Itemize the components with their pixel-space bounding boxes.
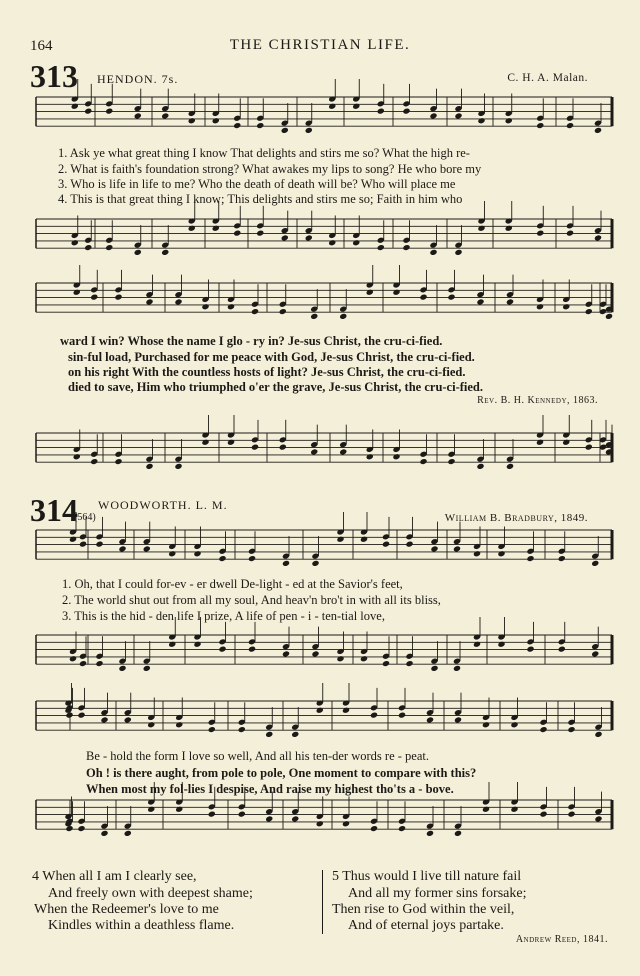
note-head bbox=[370, 825, 378, 832]
note-head bbox=[605, 313, 613, 320]
note-head bbox=[174, 463, 182, 470]
note-head bbox=[265, 815, 273, 822]
note-head bbox=[454, 112, 462, 119]
note-head bbox=[342, 707, 350, 714]
note-head bbox=[134, 249, 142, 256]
note-head bbox=[585, 308, 593, 315]
note-head bbox=[429, 249, 437, 256]
note-head bbox=[562, 303, 570, 310]
note-head bbox=[77, 712, 85, 719]
note-head bbox=[377, 108, 385, 115]
note-head bbox=[279, 308, 287, 315]
note-head bbox=[251, 308, 259, 315]
hymn-314-number: 314 bbox=[30, 492, 78, 528]
note-head bbox=[79, 660, 87, 667]
note-head bbox=[233, 122, 241, 129]
lyric-line: Oh ! is there aught, from pole to pole, One moment to compare with this? bbox=[86, 766, 477, 780]
note-head bbox=[476, 463, 484, 470]
note-head bbox=[161, 249, 169, 256]
note-head bbox=[90, 294, 98, 301]
note-head bbox=[281, 127, 289, 134]
note-head bbox=[73, 453, 81, 460]
note-head bbox=[233, 230, 241, 237]
note-head bbox=[591, 560, 599, 567]
note-head bbox=[69, 655, 77, 662]
note-head bbox=[212, 225, 220, 232]
note-head bbox=[208, 811, 216, 818]
note-head bbox=[454, 249, 462, 256]
lyric-line: on his right With the countless hosts of light? Je-sus Christ, the cru-ci-fied. bbox=[68, 365, 466, 379]
note-head bbox=[227, 439, 235, 446]
lyric-line: ward I win? Whose the name I glo - ry in? Je-sus Christ, the cru-ci-fied. bbox=[60, 334, 443, 348]
note-head bbox=[497, 641, 505, 648]
note-head bbox=[426, 830, 434, 837]
note-head bbox=[510, 721, 518, 728]
stanza-divider bbox=[322, 870, 323, 934]
lyric-line: 4. This is that great thing I know; This delights and stirs me so; Faith in him who bbox=[58, 192, 463, 206]
note-head bbox=[594, 731, 602, 738]
note-head bbox=[382, 541, 390, 548]
note-head bbox=[567, 726, 575, 733]
note-head bbox=[188, 117, 196, 124]
note-head bbox=[145, 463, 153, 470]
note-head bbox=[382, 660, 390, 667]
note-head bbox=[497, 550, 505, 557]
lyric-line: sin-ful load, Purchased for me peace with God, Je-sus Christ, the cru-ci-fied. bbox=[68, 350, 475, 364]
hymn-314-subnumber: (564) bbox=[74, 512, 96, 523]
note-head bbox=[567, 811, 575, 818]
note-head bbox=[352, 239, 360, 246]
note-head bbox=[251, 444, 259, 451]
note-head bbox=[218, 555, 226, 562]
note-head bbox=[193, 641, 201, 648]
note-head bbox=[305, 234, 313, 241]
note-head bbox=[147, 806, 155, 813]
note-head bbox=[201, 303, 209, 310]
note-head bbox=[477, 225, 485, 232]
note-head bbox=[336, 536, 344, 543]
note-head bbox=[118, 665, 126, 672]
note-head bbox=[405, 660, 413, 667]
note-head bbox=[536, 439, 544, 446]
note-head bbox=[536, 303, 544, 310]
note-head bbox=[212, 117, 220, 124]
note-head bbox=[447, 294, 455, 301]
note-head bbox=[342, 820, 350, 827]
note-head bbox=[328, 103, 336, 110]
note-head bbox=[536, 122, 544, 129]
note-head bbox=[562, 439, 570, 446]
lyric-line: 3. This is the hid - den life I prize, A life of pen - i - ten-tial love, bbox=[62, 609, 385, 623]
note-head bbox=[419, 294, 427, 301]
note-head bbox=[77, 825, 85, 832]
note-head bbox=[360, 536, 368, 543]
stanza-line: Kindles within a deathless flame. bbox=[48, 918, 235, 933]
note-head bbox=[453, 545, 461, 552]
note-head bbox=[558, 646, 566, 653]
note-head bbox=[100, 716, 108, 723]
note-head bbox=[282, 650, 290, 657]
page-number: 164 bbox=[30, 38, 53, 54]
stanza-line: 5 Thus would I live till nature fail bbox=[332, 869, 522, 884]
note-head bbox=[392, 453, 400, 460]
note-head bbox=[310, 313, 318, 320]
note-head bbox=[591, 650, 599, 657]
note-head bbox=[506, 298, 514, 305]
note-head bbox=[71, 103, 79, 110]
lyric-line: 2. What is faith's foundation strong? What awakes my lips to song? He who bore my bbox=[58, 162, 482, 176]
note-head bbox=[291, 731, 299, 738]
note-head bbox=[114, 458, 122, 465]
note-head bbox=[282, 560, 290, 567]
note-head bbox=[193, 550, 201, 557]
note-head bbox=[90, 458, 98, 465]
note-head bbox=[95, 541, 103, 548]
note-head bbox=[114, 294, 122, 301]
note-head bbox=[482, 806, 490, 813]
note-head bbox=[360, 655, 368, 662]
note-head bbox=[352, 103, 360, 110]
hymn-314-composer: William B. Bradbury, 1849. bbox=[444, 512, 588, 524]
note-head bbox=[147, 721, 155, 728]
note-head bbox=[594, 234, 602, 241]
note-head bbox=[539, 726, 547, 733]
note-head bbox=[105, 244, 113, 251]
note-head bbox=[174, 298, 182, 305]
note-head bbox=[429, 112, 437, 119]
note-head bbox=[328, 239, 336, 246]
note-head bbox=[256, 122, 264, 129]
lyric-line: died to save, Him who triumphed o'er the grave, Je-sus Christ, the cru-ci-fied. bbox=[68, 380, 484, 394]
note-head bbox=[145, 298, 153, 305]
running-title: THE CHRISTIAN LIFE. bbox=[229, 37, 411, 53]
note-head bbox=[265, 731, 273, 738]
note-head bbox=[291, 815, 299, 822]
note-head bbox=[447, 458, 455, 465]
note-head bbox=[454, 830, 462, 837]
hymn-313-credit: Rev. B. H. Kennedy, 1863. bbox=[477, 395, 598, 406]
note-head bbox=[398, 712, 406, 719]
note-head bbox=[134, 112, 142, 119]
stanza-line: And freely own with deepest shame; bbox=[48, 886, 253, 901]
note-head bbox=[402, 108, 410, 115]
note-head bbox=[208, 726, 216, 733]
note-head bbox=[188, 225, 196, 232]
stanza-line: When the Redeemer's love to me bbox=[34, 902, 219, 917]
note-head bbox=[366, 453, 374, 460]
note-head bbox=[454, 716, 462, 723]
note-head bbox=[539, 811, 547, 818]
note-head bbox=[201, 439, 209, 446]
note-head bbox=[238, 811, 246, 818]
note-head bbox=[124, 830, 132, 837]
note-head bbox=[175, 721, 183, 728]
note-head bbox=[84, 244, 92, 251]
note-head bbox=[168, 641, 176, 648]
note-head bbox=[453, 665, 461, 672]
note-head bbox=[79, 541, 87, 548]
note-head bbox=[339, 313, 347, 320]
note-head bbox=[505, 117, 513, 124]
note-head bbox=[311, 560, 319, 567]
note-head bbox=[430, 665, 438, 672]
lyric-line: 3. Who is life in life to me? Who the death of death will be? Who will place me bbox=[58, 177, 456, 191]
lyric-line: When most my fol-lies I despise, And raise my highest tho'ts a - bove. bbox=[86, 782, 454, 796]
note-head bbox=[124, 716, 132, 723]
note-head bbox=[473, 641, 481, 648]
note-head bbox=[566, 122, 574, 129]
note-head bbox=[339, 448, 347, 455]
note-head bbox=[476, 298, 484, 305]
note-head bbox=[175, 806, 183, 813]
note-head bbox=[143, 665, 151, 672]
note-head bbox=[95, 660, 103, 667]
note-head bbox=[402, 244, 410, 251]
note-head bbox=[398, 825, 406, 832]
note-head bbox=[281, 234, 289, 241]
note-head bbox=[392, 289, 400, 296]
note-head bbox=[566, 230, 574, 237]
note-head bbox=[536, 230, 544, 237]
note-head bbox=[305, 127, 313, 134]
hymn-313-tune: HENDON. 7s. bbox=[97, 72, 179, 86]
note-head bbox=[256, 230, 264, 237]
note-head bbox=[426, 716, 434, 723]
note-head bbox=[238, 726, 246, 733]
note-head bbox=[73, 289, 81, 296]
note-head bbox=[377, 244, 385, 251]
note-head bbox=[526, 646, 534, 653]
note-head bbox=[316, 707, 324, 714]
note-head bbox=[430, 545, 438, 552]
note-head bbox=[419, 458, 427, 465]
stanza-line: Then rise to God within the veil, bbox=[332, 902, 515, 917]
note-head bbox=[336, 655, 344, 662]
note-head bbox=[143, 545, 151, 552]
lyric-line: 1. Ask ye what great thing I know That delights and stirs me so? What the high re- bbox=[58, 146, 470, 160]
hymn-313-composer: C. H. A. Malan. bbox=[507, 72, 588, 84]
stanza-line: And of eternal joys partake. bbox=[348, 918, 504, 933]
note-head bbox=[370, 712, 378, 719]
note-head bbox=[585, 444, 593, 451]
note-head bbox=[558, 555, 566, 562]
note-head bbox=[161, 112, 169, 119]
note-head bbox=[279, 444, 287, 451]
note-head bbox=[477, 117, 485, 124]
note-head bbox=[482, 721, 490, 728]
note-head bbox=[594, 127, 602, 134]
note-head bbox=[218, 646, 226, 653]
note-head bbox=[248, 555, 256, 562]
note-head bbox=[473, 550, 481, 557]
note-head bbox=[505, 225, 513, 232]
hymn-314-credit: Andrew Reed, 1841. bbox=[515, 934, 608, 945]
lyric-line: Be - hold the form I love so well, And all his ten-der words re - peat. bbox=[86, 749, 429, 763]
note-head bbox=[526, 555, 534, 562]
note-head bbox=[168, 550, 176, 557]
note-head bbox=[311, 650, 319, 657]
note-head bbox=[118, 545, 126, 552]
stanza-line: 4 When all I am I clearly see, bbox=[32, 869, 197, 884]
note-head bbox=[248, 646, 256, 653]
note-head bbox=[510, 806, 518, 813]
stanza-line: And all my former sins forsake; bbox=[348, 886, 527, 901]
note-head bbox=[310, 448, 318, 455]
note-head bbox=[316, 820, 324, 827]
note-head bbox=[100, 830, 108, 837]
note-head bbox=[405, 541, 413, 548]
note-head bbox=[227, 303, 235, 310]
note-head bbox=[366, 289, 374, 296]
note-head bbox=[594, 815, 602, 822]
note-head bbox=[69, 536, 77, 543]
note-head bbox=[71, 239, 79, 246]
note-head bbox=[506, 463, 514, 470]
lyric-line: 1. Oh, that I could for-ev - er dwell De-light - ed at the Savior's feet, bbox=[62, 577, 403, 591]
hymn-314-tune: WOODWORTH. L. M. bbox=[98, 498, 228, 512]
lyric-line: 2. The world shut out from all my soul, And heav'n bro't in with all its bliss, bbox=[62, 593, 441, 607]
note-head bbox=[105, 108, 113, 115]
note-head bbox=[84, 108, 92, 115]
hymn-313-number: 313 bbox=[30, 58, 78, 94]
